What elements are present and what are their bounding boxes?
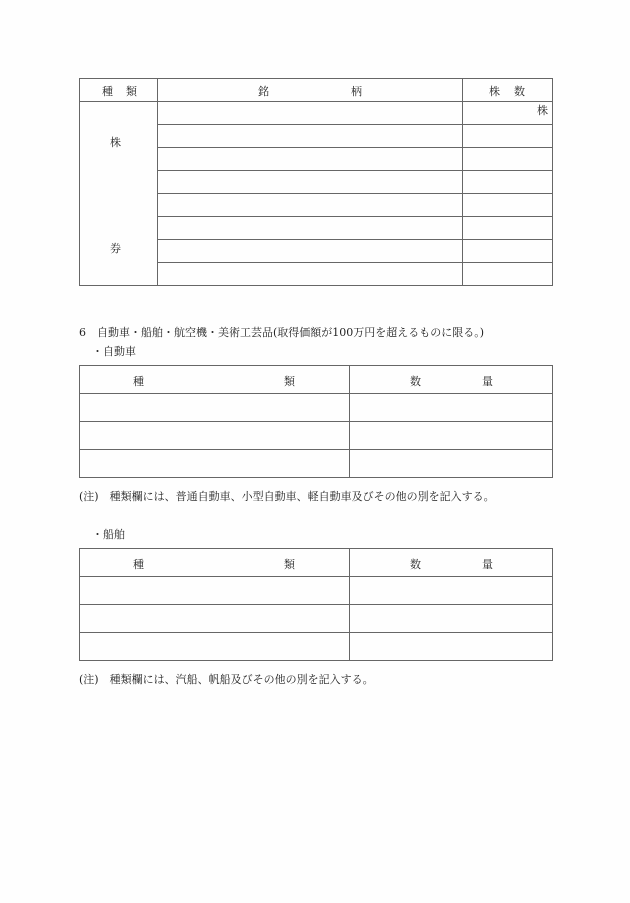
unit-label: 株 <box>537 104 548 117</box>
cars-label: ・自動車 <box>92 345 136 358</box>
stocks-table <box>79 78 553 286</box>
stock-name-cell[interactable] <box>158 102 463 125</box>
header-quantity: 数 量 <box>350 366 553 394</box>
type-label-kabu: 株 <box>110 136 121 149</box>
stock-type-cell <box>80 102 158 286</box>
stocks-header-row <box>80 79 553 102</box>
header-type: 種 類 <box>80 366 350 394</box>
header-quantity: 数 量 <box>350 549 553 577</box>
car-quantity-cell[interactable] <box>350 450 553 478</box>
section-6-title: 6 自動車・船舶・航空機・美術工芸品(取得価額が100万円を超えるものに限る。) <box>79 326 485 339</box>
car-type-cell[interactable] <box>80 422 350 450</box>
car-quantity-cell[interactable] <box>350 422 553 450</box>
header-type: 種 類 <box>80 79 158 102</box>
header-type: 種 類 <box>80 549 350 577</box>
ship-type-cell[interactable] <box>80 605 350 633</box>
ships-table <box>79 548 553 661</box>
stock-count-cell[interactable] <box>463 148 553 171</box>
stock-name-cell[interactable] <box>158 240 463 263</box>
car-quantity-cell[interactable] <box>350 394 553 422</box>
car-type-cell[interactable] <box>80 450 350 478</box>
stock-count-cell[interactable] <box>463 125 553 148</box>
type-label-ken: 券 <box>110 242 121 255</box>
cars-header-row <box>80 366 553 394</box>
stock-count-cell[interactable] <box>463 171 553 194</box>
ship-type-cell[interactable] <box>80 633 350 661</box>
stock-name-cell[interactable] <box>158 171 463 194</box>
stock-count-cell[interactable] <box>463 217 553 240</box>
header-count: 株 数 <box>463 79 553 102</box>
stock-name-cell[interactable] <box>158 194 463 217</box>
ship-type-cell[interactable] <box>80 577 350 605</box>
stock-name-cell[interactable] <box>158 125 463 148</box>
ships-label: ・船舶 <box>92 528 125 541</box>
ships-header-row <box>80 549 553 577</box>
stock-name-cell[interactable] <box>158 148 463 171</box>
ship-quantity-cell[interactable] <box>350 577 553 605</box>
ship-quantity-cell[interactable] <box>350 633 553 661</box>
cars-note: (注) 種類欄には、普通自動車、小型自動車、軽自動車及びその他の別を記入する。 <box>79 490 495 503</box>
stock-count-cell[interactable] <box>463 263 553 286</box>
ship-quantity-cell[interactable] <box>350 605 553 633</box>
stock-count-cell[interactable] <box>463 240 553 263</box>
cars-table <box>79 365 553 478</box>
stock-name-cell[interactable] <box>158 263 463 286</box>
stock-name-cell[interactable] <box>158 217 463 240</box>
car-type-cell[interactable] <box>80 394 350 422</box>
header-name: 銘 柄 <box>158 79 463 102</box>
stock-count-cell[interactable] <box>463 194 553 217</box>
ships-note: (注) 種類欄には、汽船、帆船及びその他の別を記入する。 <box>79 673 374 686</box>
stock-count-cell[interactable] <box>463 102 553 125</box>
